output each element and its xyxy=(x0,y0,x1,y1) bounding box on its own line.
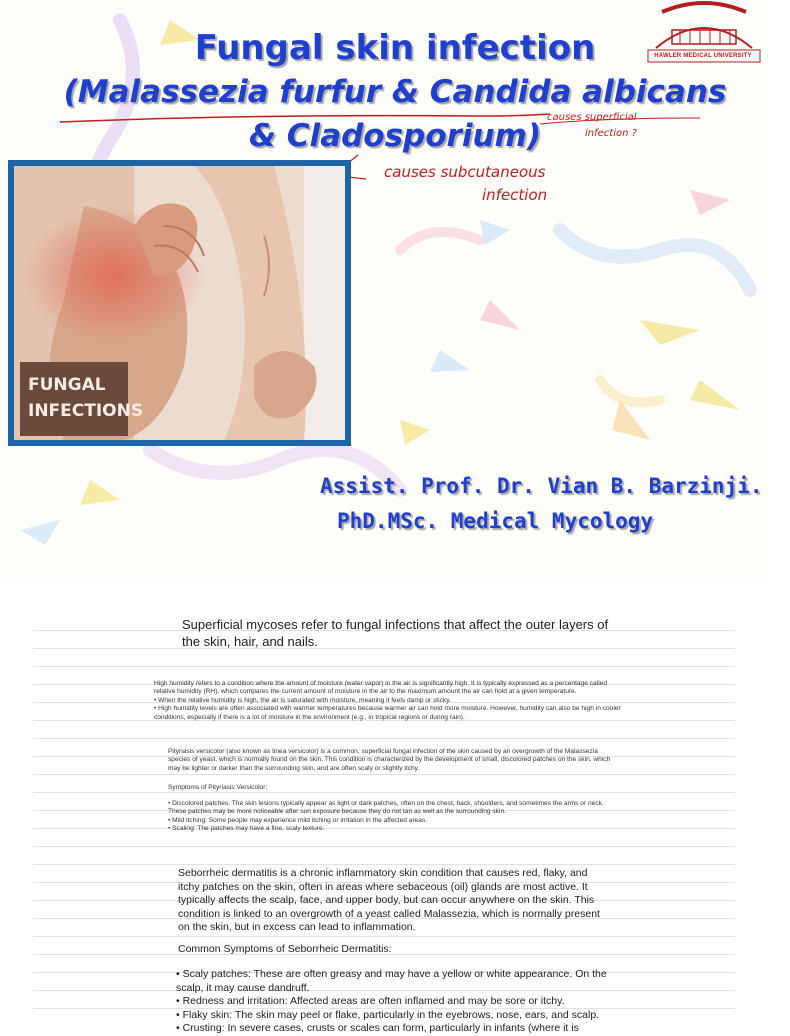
author-degree: PhD.MSc. Medical Mycology xyxy=(337,509,654,533)
notes-page xyxy=(0,580,768,1034)
seborrheic-symptom-item: • Redness and irritation: Affected areas are often inflamed and may be sore or itchy. xyxy=(176,995,565,1007)
title-line-3: & Cladosporium) xyxy=(248,118,541,154)
author-name: Assist. Prof. Dr. Vian B. Barzinji. xyxy=(320,474,763,498)
seborrheic-symptom-item: • Flaky skin: The skin may peel or flake, particularly in the eyebrows, nose, ears, and scalp. xyxy=(176,1008,600,1021)
humidity-bullet: • High humidity levels are often associated with warmer temperatures because warmer air can hold more moisture. However, humidity can also be high in cooler conditions, especially if there is a lot of moisture in the environment (e.g., in tropical regions or during rain). xyxy=(154,705,621,721)
logo-caption: HAWLER MEDICAL UNIVERSITY xyxy=(654,53,752,59)
seborrheic-paragraph: Seborrheic dermatitis is a chronic inflammatory skin condition that causes red, flaky, and itchy patches on the skin, often in areas where sebaceous (oil) glands are most active. It typically affects the scalp, face, and upper body, but can occur anywhere on the skin. This condition is linked to an overgrowth of a yeast called Malassezia, which is normally present on the skin, but in excess can lead to inflammation. xyxy=(178,867,600,933)
ruled-line xyxy=(33,936,735,937)
ruled-line xyxy=(33,738,735,739)
university-logo-icon xyxy=(642,0,766,72)
handwritten-note-1: causes superficial xyxy=(547,112,637,123)
seborrheic-heading: Common Symptoms of Seborrheic Dermatitis: xyxy=(178,943,392,955)
seborrheic-symptom-item: • Scaly patches: These are often greasy and may have a yellow or white appearance. On the scalp, it may cause dandruff. xyxy=(176,968,607,994)
fungal-infection-photo xyxy=(8,160,351,446)
photo-label-line-2: INFECTIONS xyxy=(28,401,144,421)
humidity-text: High humidity refers to a condition where the amount of moisture (water vapor) in the air is significantly high. It is typically expressed as a percentage called relative humidity (RH), which compares the current amount of moisture in the air to the maximum amount the air can hold at a given temperature. xyxy=(154,680,607,696)
seborrheic-symptom-item: • Crusting: In severe cases, crusts or scales can form, particularly in infants (where it is xyxy=(176,1022,579,1034)
title-line-1: Fungal skin infection xyxy=(194,28,596,68)
ruled-line xyxy=(33,864,735,865)
intro-paragraph: Superficial mycoses refer to fungal infections that affect the outer layers of the skin, hair, and nails. xyxy=(182,617,609,649)
symptom-item: • Discolored patches: The skin lesions typically appear as light or dark patches, often on the chest, back, shoulders, and sometimes the arms or neck. These patches may be more noticeable after sun exposure because they do not tan as well as the surrounding skin. xyxy=(168,800,604,816)
handwritten-note-1b: infection ? xyxy=(585,128,637,139)
symptoms-heading: Symptoms of Pityriasis Versicolor: xyxy=(168,784,268,791)
symptom-item: • Scaling: The patches may have a fine, scaly texture. xyxy=(168,825,325,833)
pityriasis-paragraph: Pityriasis versicolor (also known as tinea versicolor) is a common, superficial fungal infection of the skin caused by an overgrowth of the Malassezia species of yeast, which is normally found on the skin. This condition is characterized by the development of small, discolored patches on the skin, which may be lighter or darker than the surrounding skin, and are often scaly or slightly itchy. xyxy=(168,748,611,772)
symptoms-list xyxy=(168,800,616,834)
title-line-2: (Malassezia furfur & Candida albicans xyxy=(63,74,727,110)
photo-label-line-1: FUNGAL xyxy=(28,375,106,395)
humidity-paragraph xyxy=(154,680,624,722)
ruled-line xyxy=(33,774,735,775)
photo-label xyxy=(20,362,144,436)
symptom-item: • Mild itching: Some people may experience mild itching or irritation in the affected areas. xyxy=(168,816,428,824)
seborrheic-symptoms-list xyxy=(176,968,616,1036)
ruled-line xyxy=(33,666,735,667)
ruled-line xyxy=(33,846,735,847)
handwritten-note-2: causes subcutaneous xyxy=(384,163,546,181)
handwritten-note-2b: infection xyxy=(482,186,548,204)
humidity-bullet: • When the relative humidity is high, the air is saturated with moisture, meaning it feels damp or sticky. xyxy=(154,696,451,704)
